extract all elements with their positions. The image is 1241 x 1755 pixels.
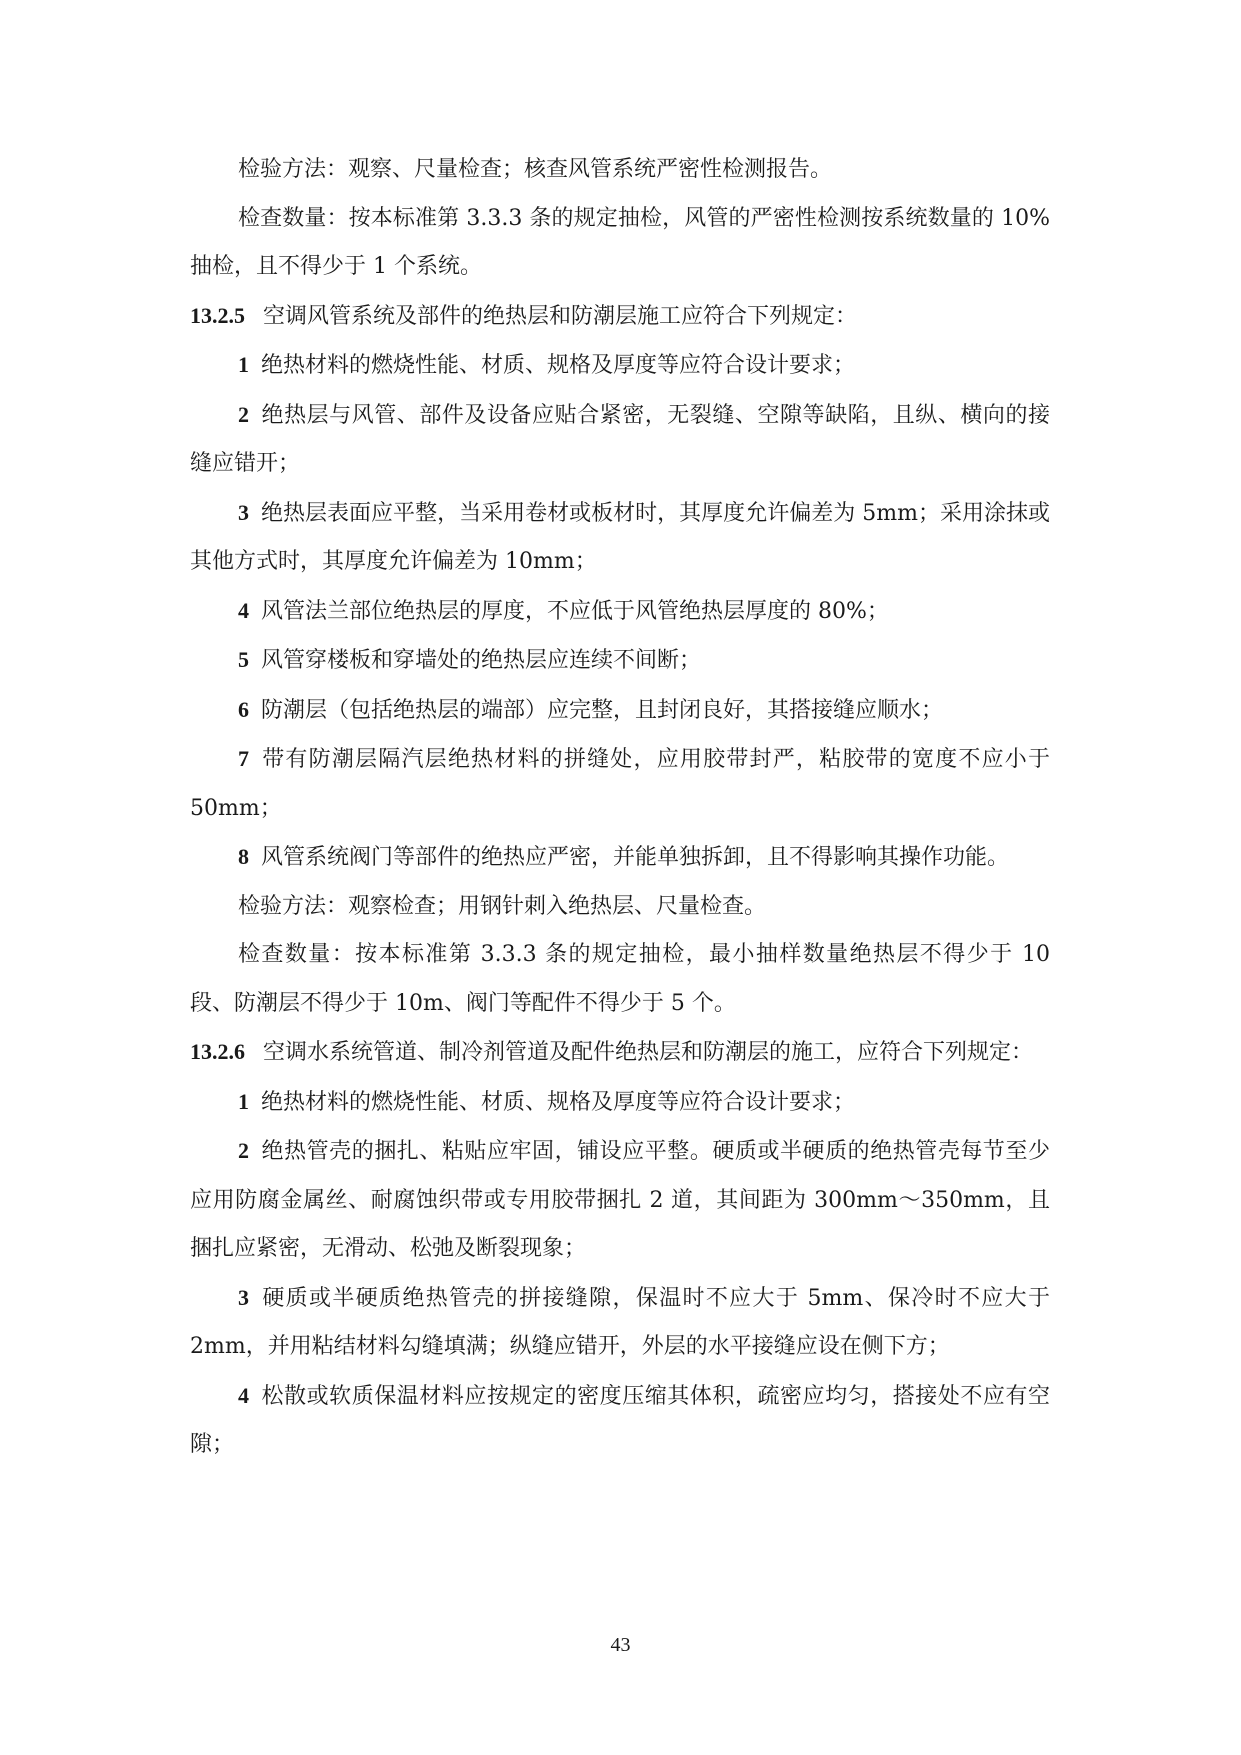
list-item: 3 硬质或半硬质绝热管壳的拼接缝隙，保温时不应大于 5mm、保冷时不应大于 2mm，并用粘结材料勾缝填满；纵缝应错开，外层的水平接缝应设在侧下方； bbox=[190, 1284, 1050, 1359]
clause-13-2-6: 13.2.6 空调水系统管道、制冷剂管道及配件绝热层和防潮层的施工，应符合下列规定： bbox=[190, 1039, 1034, 1065]
list-item: 7 带有防潮层隔汽层绝热材料的拼缝处，应用胶带封严，粘胶带的宽度不应小于 50mm； bbox=[190, 746, 1050, 821]
paragraph: 检查数量：按本标准第 3.3.3 条的规定抽检，最小抽样数量绝热层不得少于 10 段、防潮层不得少于 10m、阀门等配件不得少于 5 个。 bbox=[190, 942, 1050, 1016]
page-content bbox=[190, 146, 1050, 1470]
list-item: 2 绝热层与风管、部件及设备应贴合紧密，无裂缝、空隙等缺陷，且纵、横向的接缝应错开； bbox=[190, 401, 1050, 476]
item-number: 8 bbox=[238, 844, 249, 869]
item-number: 1 bbox=[238, 352, 249, 377]
list-item: 3 绝热层表面应平整，当采用卷材或板材时，其厚度允许偏差为 5mm；采用涂抹或其他方式时，其厚度允许偏差为 10mm； bbox=[190, 499, 1050, 574]
list-item: 2 绝热管壳的捆扎、粘贴应牢固，铺设应平整。硬质或半硬质的绝热管壳每节至少应用防腐金属丝、耐腐蚀织带或专用胶带捆扎 2 道，其间距为 300mm～350mm，且捆扎应紧密，无滑动、松弛及断裂现象； bbox=[190, 1138, 1050, 1261]
item-number: 5 bbox=[238, 647, 249, 672]
item-number: 7 bbox=[238, 746, 249, 771]
page-number: 43 bbox=[610, 1634, 631, 1656]
list-item: 4 风管法兰部位绝热层的厚度，不应低于风管绝热层厚度的 80%； bbox=[238, 597, 889, 624]
paragraph: 检验方法：观察、尺量检查；核查风管系统严密性检测报告。 bbox=[238, 157, 833, 182]
list-item: 6 防潮层（包括绝热层的端部）应完整，且封闭良好，其搭接缝应顺水； bbox=[238, 696, 944, 723]
list-item: 4 松散或软质保温材料应按规定的密度压缩其体积，疏密应均匀，搭接处不应有空隙； bbox=[190, 1382, 1050, 1457]
item-number: 3 bbox=[238, 499, 249, 525]
list-item: 1 绝热材料的燃烧性能、材质、规格及厚度等应符合设计要求； bbox=[238, 352, 856, 378]
clause-number: 13.2.5 bbox=[190, 302, 245, 328]
list-item: 8 风管系统阀门等部件的绝热应严密，并能单独拆卸，且不得影响其操作功能。 bbox=[238, 844, 1010, 870]
item-number: 2 bbox=[238, 1138, 249, 1163]
item-number: 4 bbox=[238, 597, 249, 623]
item-number: 6 bbox=[238, 696, 249, 722]
item-number: 1 bbox=[238, 1088, 249, 1114]
paragraph: 检验方法：观察检查；用钢针刺入绝热层、尺量检查。 bbox=[238, 893, 767, 919]
paragraph: 检查数量：按本标准第 3.3.3 条的规定抽检，风管的严密性检测按系统数量的 10%抽检，且不得少于 1 个系统。 bbox=[190, 205, 1050, 279]
item-number: 4 bbox=[238, 1382, 249, 1408]
clause-number: 13.2.6 bbox=[190, 1039, 245, 1064]
list-item: 1 绝热材料的燃烧性能、材质、规格及厚度等应符合设计要求； bbox=[238, 1088, 856, 1115]
item-number: 2 bbox=[238, 401, 249, 427]
list-item: 5 风管穿楼板和穿墙处的绝热层应连续不间断； bbox=[238, 647, 702, 673]
item-number: 3 bbox=[238, 1284, 249, 1310]
clause-13-2-5: 13.2.5 空调风管系统及部件的绝热层和防潮层施工应符合下列规定： bbox=[190, 302, 858, 329]
